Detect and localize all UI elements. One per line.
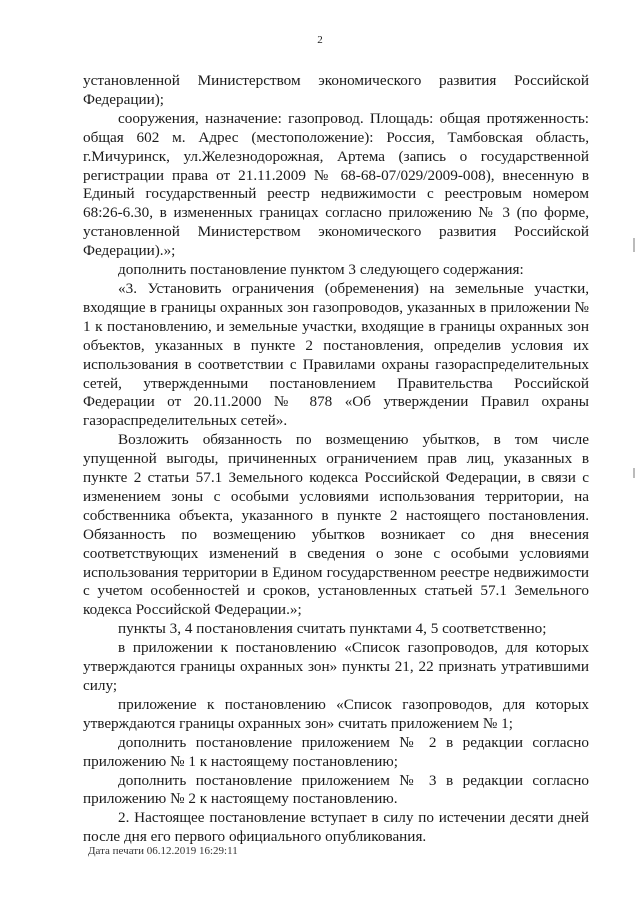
- paragraph-effective-date: 2. Настоящее постановление вступает в силу по истечении десяти дней после дня его первого официального опубликования.: [83, 809, 589, 846]
- paragraph-structure-gas-pipeline: сооружения, назначение: газопровод. Площадь: общая протяженность: общая 602 м. Адрес (местоположение): Россия, Тамбовская область, г.Мичуринск, ул.Железнодорожная, Артема (запись о государственной регистрации права от 21.11.2009 № 68-68-07/029/2009-008), внесенную в Единый государственный реестр недвижимости с реестровым номером 68:26-6.30, в измененных границах согласно приложению № 3 (по форме, установленной Министерством экономического развития Российской Федерации).»;: [83, 109, 589, 260]
- paragraph-appendix-3: дополнить постановление приложением № 3 в редакции согласно приложению № 2 к настоящему постановлению.: [83, 771, 589, 808]
- document-body: [83, 72, 589, 847]
- paragraph-void-points: в приложении к постановлению «Список газопроводов, для которых утверждаются границы охранных зон» пункты 21, 22 признать утратившими силу;: [83, 639, 589, 694]
- page-number: 2: [317, 34, 323, 46]
- paragraph-appendix-2: дополнить постановление приложением № 2 в редакции согласно приложению № 1 к настоящему постановлению;: [83, 733, 589, 770]
- scan-margin-mark: [633, 468, 635, 478]
- paragraph-add-point-3: дополнить постановление пунктом 3 следующего содержания:: [118, 261, 524, 279]
- print-date: Дата печати 06.12.2019 16:29:11: [88, 845, 238, 857]
- paragraph-point-3-restrictions: «3. Установить ограничения (обременения) на земельные участки, входящие в границы охранных зон газопроводов, указанных в приложении № 1 к постановлению, и земельные участки, входящие в границы охранных зон объектов, указанных в пункте 2 постановления, определив условия их использования в соответствии с Правилами охраны газораспределительных сетей, утвержденными постановлением Правительства Российской Федерации от 20.11.2000 № 878 «Об утверждении Правил охраны газораспределительных сетей».: [83, 279, 589, 430]
- paragraph-appendix-1: приложение к постановлению «Список газопроводов, для которых утверждаются границы охранных зон» считать приложением № 1;: [83, 695, 589, 732]
- scan-margin-mark: [633, 238, 635, 252]
- paragraph-continuation: установленной Министерством экономического развития Российской Федерации);: [83, 72, 589, 108]
- paragraph-renumber: пункты 3, 4 постановления считать пунктами 4, 5 соответственно;: [118, 620, 547, 638]
- paragraph-compensation: Возложить обязанность по возмещению убытков, в том числе упущенной выгоды, причиненных ограничением прав лиц, указанных в пункте 2 статьи 57.1 Земельного кодекса Российской Федерации, в связи с изменением зоны с особыми условиями использования территории, на собственника объекта, указанного в пункте 2 настоящего постановления. Обязанность по возмещению убытков возникает со дня внесения соответствующих изменений в сведения о зоне с особыми условиями использования территории в Едином государственном реестре недвижимости с учетом особенностей и сроков, установленных статьей 57.1 Земельного кодекса Российской Федерации.»;: [83, 431, 589, 619]
